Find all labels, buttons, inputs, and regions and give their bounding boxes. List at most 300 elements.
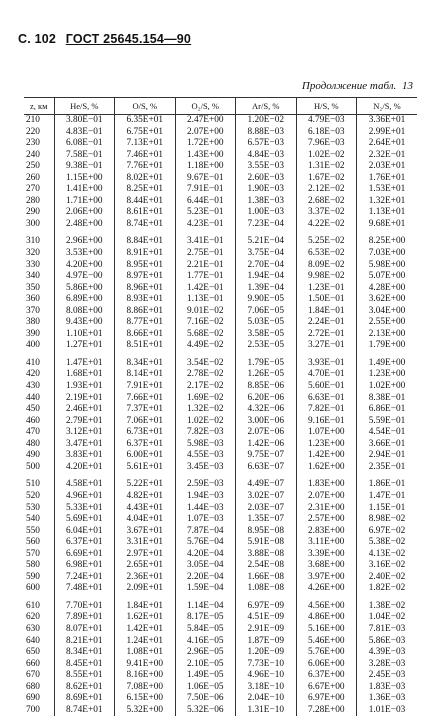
value-cell: 2.78E−02	[175, 369, 236, 381]
value-cell: 8.77E+01	[115, 317, 176, 329]
value-cell: 8.38E−01	[357, 393, 418, 405]
value-cell: 2.57E+00	[296, 514, 357, 526]
value-cell: 9.68E+01	[357, 219, 418, 231]
value-cell: 1.49E−05	[175, 670, 236, 682]
value-cell: 4.20E−04	[175, 549, 236, 561]
value-cell: 1.71E+00	[54, 196, 115, 208]
value-cell: 2.35E−01	[357, 462, 418, 474]
value-cell: 1.47E+01	[54, 358, 115, 370]
table-row	[24, 184, 417, 196]
page-header	[18, 32, 191, 46]
altitude-cell: 480	[24, 439, 54, 451]
table-row	[24, 439, 417, 451]
value-cell: 3.67E+01	[115, 526, 176, 538]
value-cell: 1.87E−09	[236, 636, 297, 648]
altitude-cell: 550	[24, 526, 54, 538]
value-cell: 2.04E−10	[236, 693, 297, 705]
value-cell: 1.44E−03	[175, 503, 236, 515]
table-row	[24, 583, 417, 595]
value-cell: 8.85E−06	[236, 381, 297, 393]
table-row	[24, 283, 417, 295]
value-cell: 1.41E+00	[54, 184, 115, 196]
column-header-nitrogen: N₂/S, %	[357, 98, 418, 115]
value-cell: 1.77E−01	[175, 271, 236, 283]
value-cell: 1.02E+00	[357, 381, 418, 393]
table-header-row	[24, 98, 417, 115]
value-cell: 4.86E+00	[296, 612, 357, 624]
table-row	[24, 693, 417, 705]
altitude-cell: 660	[24, 659, 54, 671]
value-cell: 3.54E−02	[175, 358, 236, 370]
value-cell: 2.97E+01	[115, 549, 176, 561]
table-row	[24, 572, 417, 584]
table-row	[24, 647, 417, 659]
value-cell: 8.17E−05	[175, 612, 236, 624]
altitude-cell: 580	[24, 560, 54, 572]
value-cell: 2.17E−02	[175, 381, 236, 393]
table-row	[24, 381, 417, 393]
value-cell: 1.76E+01	[357, 173, 418, 185]
value-cell: 4.28E+00	[357, 283, 418, 295]
altitude-cell: 330	[24, 260, 54, 272]
value-cell: 2.19E+01	[54, 393, 115, 405]
altitude-cell: 700	[24, 705, 54, 716]
value-cell: 2.07E+00	[175, 127, 236, 139]
value-cell: 1.62E+00	[296, 462, 357, 474]
value-cell: 1.83E+00	[296, 479, 357, 491]
value-cell: 1.86E−01	[357, 479, 418, 491]
value-cell: 9.01E−02	[175, 306, 236, 318]
value-cell: 1.93E+01	[54, 381, 115, 393]
value-cell: 2.32E−01	[357, 150, 418, 162]
value-cell: 7.13E+01	[115, 138, 176, 150]
value-cell: 2.10E−05	[175, 659, 236, 671]
value-cell: 4.49E−02	[175, 340, 236, 352]
value-cell: 3.37E−02	[296, 207, 357, 219]
altitude-cell: 500	[24, 462, 54, 474]
value-cell: 4.16E−05	[175, 636, 236, 648]
table-row	[24, 450, 417, 462]
altitude-cell: 540	[24, 514, 54, 526]
value-cell: 5.86E+00	[54, 283, 115, 295]
value-cell: 1.14E−04	[175, 601, 236, 613]
table-number: 13	[402, 80, 413, 92]
value-cell: 8.25E+00	[357, 236, 418, 248]
value-cell: 6.69E+01	[54, 549, 115, 561]
value-cell: 1.79E+00	[357, 340, 418, 352]
altitude-cell: 250	[24, 161, 54, 173]
value-cell: 3.80E−01	[54, 115, 115, 127]
value-cell: 3.16E−02	[357, 560, 418, 572]
value-cell: 5.84E−05	[175, 624, 236, 636]
value-cell: 3.41E−01	[175, 236, 236, 248]
value-cell: 2.46E+01	[54, 404, 115, 416]
value-cell: 8.51E+01	[115, 340, 176, 352]
value-cell: 4.79E−03	[296, 115, 357, 127]
value-cell: 2.40E−02	[357, 572, 418, 584]
value-cell: 8.98E−02	[357, 514, 418, 526]
value-cell: 6.63E−07	[236, 462, 297, 474]
value-cell: 7.91E+01	[115, 381, 176, 393]
altitude-cell: 590	[24, 572, 54, 584]
altitude-cell: 340	[24, 271, 54, 283]
value-cell: 2.03E−07	[236, 503, 297, 515]
value-cell: 5.60E−01	[296, 381, 357, 393]
value-cell: 8.86E+01	[115, 306, 176, 318]
value-cell: 6.86E−01	[357, 404, 418, 416]
value-cell: 7.70E+01	[54, 601, 115, 613]
data-table	[24, 97, 417, 716]
value-cell: 5.23E−01	[175, 207, 236, 219]
value-cell: 1.90E−03	[236, 184, 297, 196]
value-cell: 8.07E+01	[54, 624, 115, 636]
value-cell: 3.00E−06	[236, 416, 297, 428]
value-cell: 4.70E−01	[296, 369, 357, 381]
value-cell: 1.39E−04	[236, 283, 297, 295]
value-cell: 1.23E+00	[296, 439, 357, 451]
altitude-cell: 410	[24, 358, 54, 370]
value-cell: 1.20E−02	[236, 115, 297, 127]
value-cell: 1.08E+01	[115, 647, 176, 659]
value-cell: 5.16E+00	[296, 624, 357, 636]
value-cell: 7.16E−02	[175, 317, 236, 329]
value-cell: 5.25E−02	[296, 236, 357, 248]
value-cell: 1.04E−02	[357, 612, 418, 624]
value-cell: 2.55E+00	[357, 317, 418, 329]
value-cell: 3.27E−01	[296, 340, 357, 352]
value-cell: 7.28E+00	[296, 705, 357, 716]
value-cell: 8.66E+01	[115, 329, 176, 341]
value-cell: 5.61E+01	[115, 462, 176, 474]
value-cell: 8.88E−03	[236, 127, 297, 139]
value-cell: 2.99E+01	[357, 127, 418, 139]
value-cell: 4.23E−01	[175, 219, 236, 231]
value-cell: 7.87E−04	[175, 526, 236, 538]
altitude-cell: 220	[24, 127, 54, 139]
value-cell: 7.66E+01	[115, 393, 176, 405]
table-row	[24, 271, 417, 283]
altitude-cell: 610	[24, 601, 54, 613]
value-cell: 6.04E+01	[54, 526, 115, 538]
value-cell: 6.37E+01	[115, 439, 176, 451]
value-cell: 1.94E−04	[236, 271, 297, 283]
table-row	[24, 317, 417, 329]
table-continuation-label	[302, 80, 413, 92]
value-cell: 4.96E−10	[236, 670, 297, 682]
table-row	[24, 427, 417, 439]
value-cell: 7.48E+01	[54, 583, 115, 595]
value-cell: 5.46E+00	[296, 636, 357, 648]
value-cell: 1.36E−03	[357, 693, 418, 705]
value-cell: 3.58E−05	[236, 329, 297, 341]
value-cell: 5.38E−02	[357, 537, 418, 549]
value-cell: 8.95E−08	[236, 526, 297, 538]
value-cell: 2.31E+00	[296, 503, 357, 515]
altitude-cell: 680	[24, 682, 54, 694]
value-cell: 1.42E+00	[296, 450, 357, 462]
value-cell: 8.34E+01	[54, 647, 115, 659]
value-cell: 2.20E−04	[175, 572, 236, 584]
value-cell: 3.47E+01	[54, 439, 115, 451]
column-header-altitude: z, км	[24, 98, 54, 115]
table-row	[24, 682, 417, 694]
value-cell: 1.27E+01	[54, 340, 115, 352]
value-cell: 6.75E+01	[115, 127, 176, 139]
value-cell: 1.66E−08	[236, 572, 297, 584]
value-cell: 1.00E−03	[236, 207, 297, 219]
value-cell: 1.43E+00	[175, 150, 236, 162]
value-cell: 1.35E−07	[236, 514, 297, 526]
value-cell: 7.03E+00	[357, 248, 418, 260]
value-cell: 7.82E−01	[296, 404, 357, 416]
value-cell: 1.68E+01	[54, 369, 115, 381]
value-cell: 2.47E+00	[175, 115, 236, 127]
value-cell: 9.38E−01	[54, 161, 115, 173]
altitude-cell: 520	[24, 491, 54, 503]
altitude-cell: 440	[24, 393, 54, 405]
column-header-argon: Ar/S, %	[236, 98, 297, 115]
value-cell: 1.38E−03	[236, 196, 297, 208]
value-cell: 1.31E−02	[296, 161, 357, 173]
value-cell: 2.72E−01	[296, 329, 357, 341]
value-cell: 5.22E+01	[115, 479, 176, 491]
altitude-cell: 270	[24, 184, 54, 196]
value-cell: 2.09E+01	[115, 583, 176, 595]
value-cell: 8.96E+01	[115, 283, 176, 295]
value-cell: 1.23E+00	[357, 369, 418, 381]
value-cell: 1.42E−01	[175, 283, 236, 295]
value-cell: 6.57E−03	[236, 138, 297, 150]
value-cell: 2.94E−01	[357, 450, 418, 462]
value-cell: 1.26E−05	[236, 369, 297, 381]
value-cell: 1.15E+00	[54, 173, 115, 185]
value-cell: 5.07E+00	[357, 271, 418, 283]
value-cell: 2.06E+00	[54, 207, 115, 219]
value-cell: 7.50E−06	[175, 693, 236, 705]
value-cell: 8.97E+01	[115, 271, 176, 283]
value-cell: 1.01E−03	[357, 705, 418, 716]
table-row	[24, 248, 417, 260]
altitude-cell: 210	[24, 115, 54, 127]
value-cell: 5.86E−03	[357, 636, 418, 648]
column-header-helium: He/S, %	[54, 98, 115, 115]
value-cell: 5.69E+01	[54, 514, 115, 526]
table-row	[24, 479, 417, 491]
altitude-cell: 430	[24, 381, 54, 393]
altitude-cell: 320	[24, 248, 54, 260]
value-cell: 6.37E+01	[54, 537, 115, 549]
altitude-cell: 310	[24, 236, 54, 248]
value-cell: 8.21E+01	[54, 636, 115, 648]
altitude-cell: 350	[24, 283, 54, 295]
altitude-cell: 630	[24, 624, 54, 636]
altitude-cell: 360	[24, 294, 54, 306]
value-cell: 1.69E−02	[175, 393, 236, 405]
value-cell: 1.84E−01	[296, 306, 357, 318]
value-cell: 6.06E+00	[296, 659, 357, 671]
column-header-oxygen: O/S, %	[115, 98, 176, 115]
value-cell: 3.05E−04	[175, 560, 236, 572]
value-cell: 6.15E+00	[115, 693, 176, 705]
value-cell: 3.53E+00	[54, 248, 115, 260]
value-cell: 7.82E−03	[175, 427, 236, 439]
value-cell: 7.58E−01	[54, 150, 115, 162]
value-cell: 1.32E+01	[357, 196, 418, 208]
table-row	[24, 549, 417, 561]
table-row	[24, 491, 417, 503]
value-cell: 3.66E−01	[357, 439, 418, 451]
altitude-cell: 230	[24, 138, 54, 150]
value-cell: 6.67E+00	[296, 682, 357, 694]
data-table-container	[24, 97, 417, 716]
table-row	[24, 612, 417, 624]
altitude-cell: 370	[24, 306, 54, 318]
table-row	[24, 670, 417, 682]
value-cell: 7.23E−04	[236, 219, 297, 231]
value-cell: 7.91E−01	[175, 184, 236, 196]
value-cell: 3.02E−07	[236, 491, 297, 503]
value-cell: 6.73E+01	[115, 427, 176, 439]
value-cell: 2.59E−03	[175, 479, 236, 491]
table-row	[24, 329, 417, 341]
value-cell: 2.79E+01	[54, 416, 115, 428]
value-cell: 1.06E−05	[175, 682, 236, 694]
value-cell: 7.73E−10	[236, 659, 297, 671]
value-cell: 6.35E+01	[115, 115, 176, 127]
altitude-cell: 490	[24, 450, 54, 462]
value-cell: 4.84E−03	[236, 150, 297, 162]
value-cell: 3.55E−03	[236, 161, 297, 173]
value-cell: 8.34E+01	[115, 358, 176, 370]
table-row	[24, 306, 417, 318]
table-row	[24, 393, 417, 405]
value-cell: 2.96E−05	[175, 647, 236, 659]
value-cell: 6.97E−09	[236, 601, 297, 613]
table-row	[24, 624, 417, 636]
value-cell: 8.16E+00	[115, 670, 176, 682]
value-cell: 5.98E−03	[175, 439, 236, 451]
value-cell: 2.03E+01	[357, 161, 418, 173]
value-cell: 1.42E−06	[236, 439, 297, 451]
value-cell: 2.54E−08	[236, 560, 297, 572]
value-cell: 1.62E+01	[115, 612, 176, 624]
value-cell: 3.04E+00	[357, 306, 418, 318]
value-cell: 1.02E−02	[296, 150, 357, 162]
value-cell: 7.89E+01	[54, 612, 115, 624]
value-cell: 3.88E−08	[236, 549, 297, 561]
value-cell: 2.45E−03	[357, 670, 418, 682]
value-cell: 7.08E+00	[115, 682, 176, 694]
value-cell: 3.93E−01	[296, 358, 357, 370]
value-cell: 2.12E−02	[296, 184, 357, 196]
value-cell: 3.83E+01	[54, 450, 115, 462]
value-cell: 2.83E+00	[296, 526, 357, 538]
value-cell: 2.21E−01	[175, 260, 236, 272]
altitude-cell: 450	[24, 404, 54, 416]
table-row	[24, 416, 417, 428]
value-cell: 4.96E+01	[54, 491, 115, 503]
altitude-cell: 530	[24, 503, 54, 515]
value-cell: 6.00E+01	[115, 450, 176, 462]
value-cell: 3.62E+00	[357, 294, 418, 306]
continuation-text: Продолжение табл.	[302, 80, 396, 92]
value-cell: 1.13E−01	[175, 294, 236, 306]
value-cell: 1.79E−05	[236, 358, 297, 370]
value-cell: 3.31E+01	[115, 537, 176, 549]
altitude-cell: 570	[24, 549, 54, 561]
value-cell: 2.68E−02	[296, 196, 357, 208]
value-cell: 8.45E+01	[54, 659, 115, 671]
table-row	[24, 503, 417, 515]
table-row	[24, 705, 417, 716]
value-cell: 9.90E−05	[236, 294, 297, 306]
altitude-cell: 460	[24, 416, 54, 428]
altitude-cell: 390	[24, 329, 54, 341]
table-row	[24, 358, 417, 370]
value-cell: 6.53E−02	[296, 248, 357, 260]
value-cell: 1.84E+01	[115, 601, 176, 613]
table-row	[24, 340, 417, 352]
value-cell: 1.20E−09	[236, 647, 297, 659]
value-cell: 5.76E−04	[175, 537, 236, 549]
value-cell: 4.56E+00	[296, 601, 357, 613]
value-cell: 8.74E+01	[115, 219, 176, 231]
value-cell: 3.11E+00	[296, 537, 357, 549]
value-cell: 5.98E+00	[357, 260, 418, 272]
value-cell: 2.13E+00	[357, 329, 418, 341]
value-cell: 1.83E−03	[357, 682, 418, 694]
value-cell: 1.18E+00	[175, 161, 236, 173]
value-cell: 1.07E+00	[296, 427, 357, 439]
value-cell: 9.43E+00	[54, 317, 115, 329]
value-cell: 7.06E+01	[115, 416, 176, 428]
table-row	[24, 659, 417, 671]
value-cell: 7.46E+01	[115, 150, 176, 162]
page-number: С. 102	[18, 32, 56, 46]
table-row	[24, 537, 417, 549]
table-row	[24, 260, 417, 272]
value-cell: 9.41E+00	[115, 659, 176, 671]
value-cell: 1.38E−02	[357, 601, 418, 613]
table-row	[24, 601, 417, 613]
column-header-hydrogen: H/S, %	[296, 98, 357, 115]
value-cell: 3.39E+00	[296, 549, 357, 561]
value-cell: 4.54E−01	[357, 427, 418, 439]
value-cell: 1.07E−03	[175, 514, 236, 526]
value-cell: 8.08E+00	[54, 306, 115, 318]
value-cell: 4.82E+01	[115, 491, 176, 503]
value-cell: 1.23E−01	[296, 283, 357, 295]
table-row	[24, 127, 417, 139]
table-row	[24, 196, 417, 208]
altitude-cell: 640	[24, 636, 54, 648]
value-cell: 4.51E−09	[236, 612, 297, 624]
value-cell: 7.37E+01	[115, 404, 176, 416]
value-cell: 8.91E+01	[115, 248, 176, 260]
table-row	[24, 207, 417, 219]
value-cell: 2.36E+01	[115, 572, 176, 584]
value-cell: 4.43E+01	[115, 503, 176, 515]
value-cell: 5.03E−05	[236, 317, 297, 329]
value-cell: 3.75E−04	[236, 248, 297, 260]
value-cell: 6.20E−06	[236, 393, 297, 405]
value-cell: 5.32E+00	[115, 705, 176, 716]
table-row	[24, 462, 417, 474]
value-cell: 7.96E−03	[296, 138, 357, 150]
value-cell: 1.24E+01	[115, 636, 176, 648]
table-row	[24, 369, 417, 381]
altitude-cell: 400	[24, 340, 54, 352]
